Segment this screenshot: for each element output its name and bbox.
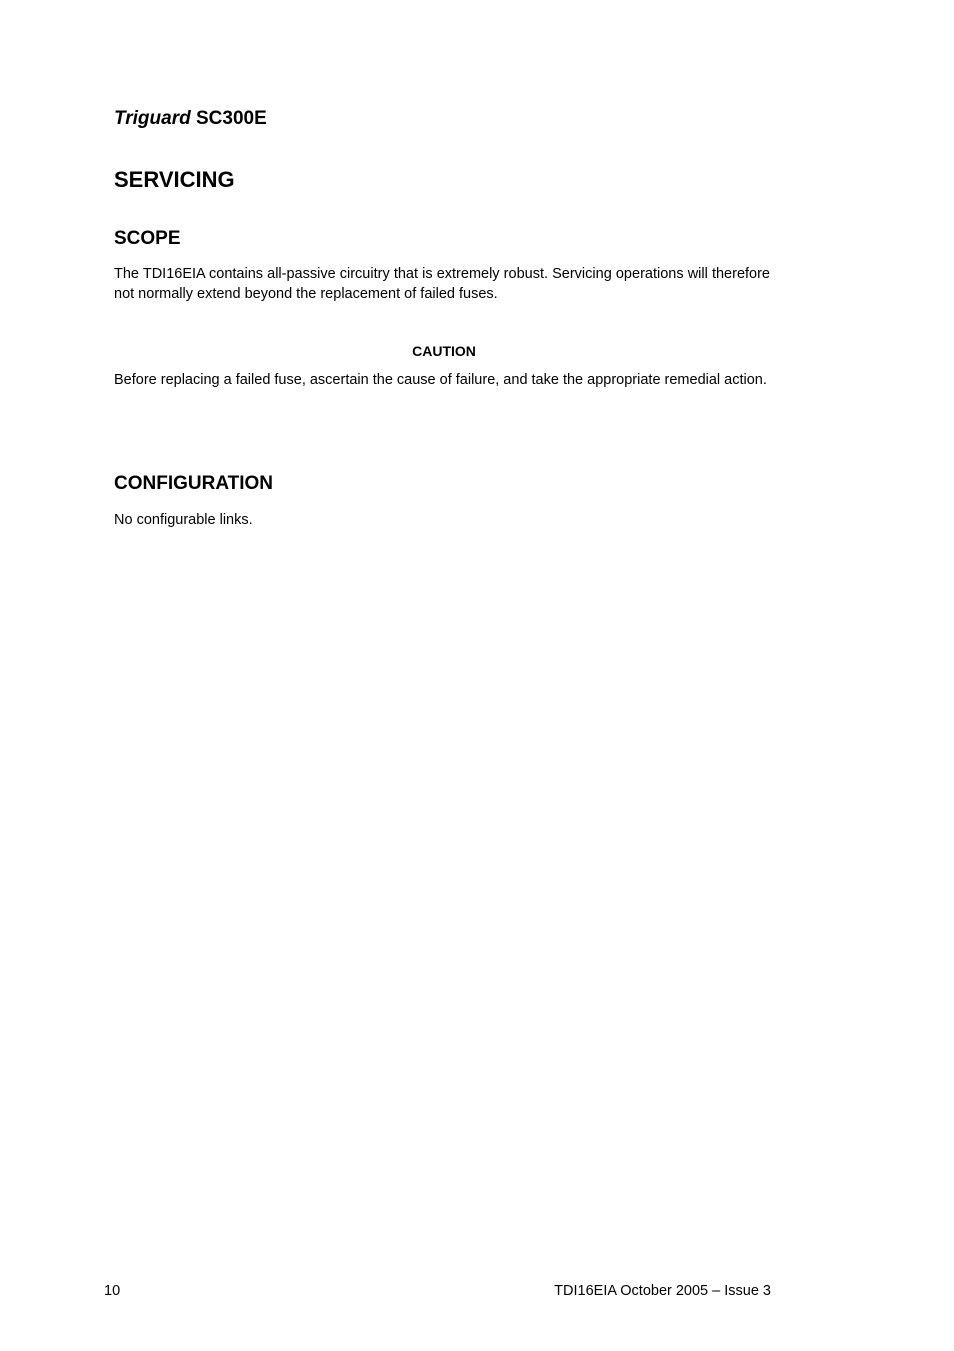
page-number: 10 (104, 1283, 121, 1299)
caution-label: CAUTION (412, 343, 476, 359)
product-brand: Triguard (114, 108, 191, 129)
document-reference: TDI16EIA October 2005 – Issue 3 (554, 1283, 771, 1299)
scope-heading: SCOPE (114, 228, 181, 249)
page-header (114, 107, 267, 131)
section-title: SERVICING (114, 167, 235, 192)
configuration-heading: CONFIGURATION (114, 473, 274, 494)
caution-paragraph: Before replacing a failed fuse, ascertain the cause of failure, and take the appropriate remedial action. (114, 372, 767, 388)
product-model: SC300E (196, 108, 267, 129)
scope-paragraph: The TDI16EIA contains all-passive circuitry that is extremely robust. Servicing operations will therefore not normally extend beyond the replacement of failed fuses. (114, 266, 770, 302)
configuration-paragraph: No configurable links. (114, 512, 253, 528)
